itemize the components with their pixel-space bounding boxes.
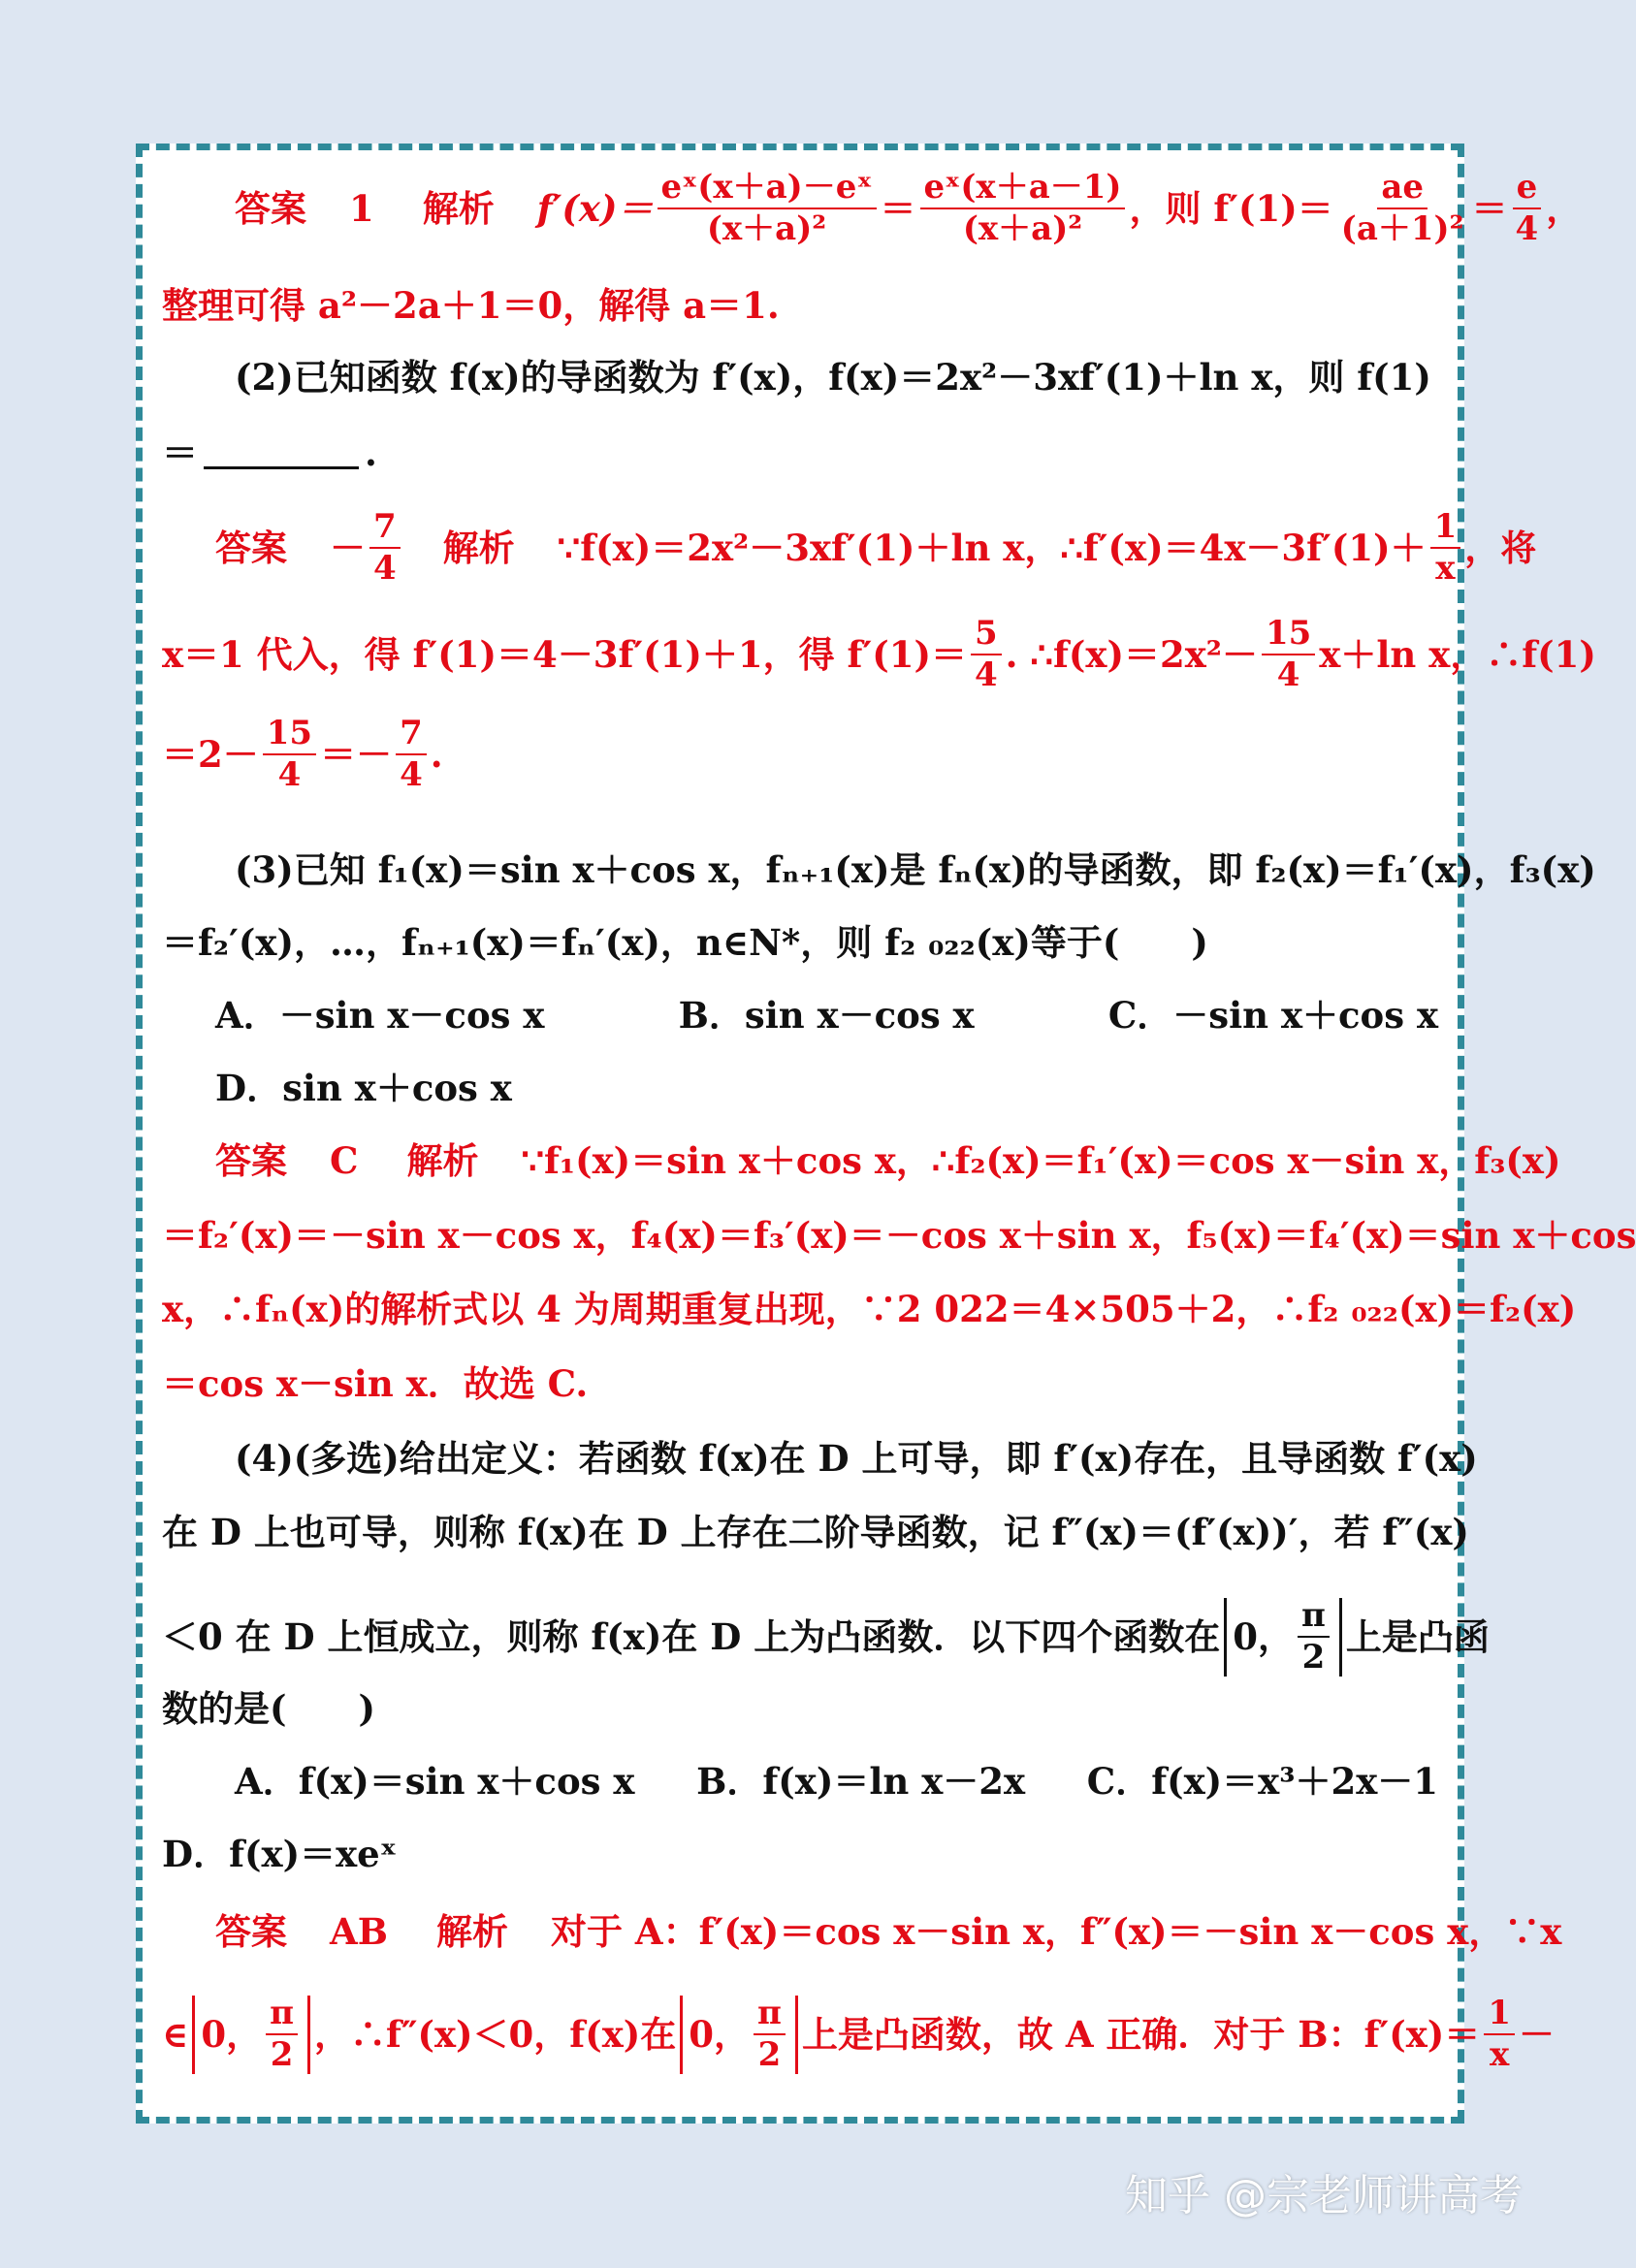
answer3-line2: ＝f₂′(x)＝－sin x－cos x，f₄(x)＝f₃′(x)＝－cos x＋sin x，f₅(x)＝f₄′(x)＝sin x＋cos <box>162 1214 1636 1257</box>
answer1-eq: ＝ <box>880 187 916 231</box>
answer4-l2-b: ，∴f″(x)＜0，f(x)在 <box>314 2013 677 2057</box>
answer1-tag: 答案 <box>235 187 306 231</box>
q4-l3-b: 上是凸函 <box>1345 1615 1490 1659</box>
answer2-l2-c: x＋ln x，∴f(1) <box>1319 633 1596 677</box>
answer2-l1-frac: $\frac{1}{x}$ <box>1430 509 1461 588</box>
answer2-l3-c: . <box>430 733 443 777</box>
answer1-expr-a: f′(x)＝ <box>536 187 654 231</box>
answer2-tag: 答案 <box>215 527 287 570</box>
answer4-interval2: 0， $\frac{\pi}{2}$ <box>680 1996 798 2074</box>
question2-period: . <box>365 431 377 474</box>
answer2-l2-frac1: $\frac{5}{4}$ <box>971 616 1002 694</box>
answer1-line2: 整理可得 a²－2a＋1＝0，解得 a＝1. <box>162 284 780 327</box>
q4-option-b[interactable]: B．f(x)＝ln x－2x <box>696 1760 1026 1803</box>
answer1-frac4: $\frac{e}{4}$ <box>1512 170 1543 248</box>
q4-interval: 0， $\frac{\pi}{2}$ <box>1224 1598 1342 1677</box>
answer4-l2-d: － <box>1518 2013 1555 2057</box>
answer4-l1: 对于 A：f′(x)＝cos x－sin x，f″(x)＝－sin x－cos x，∵x <box>550 1910 1562 1953</box>
answer2-line2 <box>162 614 1596 695</box>
worksheet-frame <box>136 144 1636 2124</box>
answer2-l2-a: x＝1 代入，得 f′(1)＝4－3f′(1)＋1，得 f′(1)＝ <box>162 633 967 677</box>
answer3-tag: 答案 <box>215 1139 287 1182</box>
answer2-l3-b: ＝－ <box>320 733 393 777</box>
answer4-l2-c: 上是凸函数，故 A 正确．对于 B：f′(x)＝ <box>801 2013 1481 2057</box>
answer1-line1 <box>162 168 1583 249</box>
answer3-line4: ＝cos x－sin x．故选 C. <box>162 1362 589 1405</box>
answer2-line3 <box>162 716 1438 794</box>
answer4-value: AB <box>330 1910 388 1953</box>
question2-line2 <box>162 431 1438 474</box>
q3-option-a[interactable]: A．－sin x－cos x <box>215 994 545 1037</box>
question3-line2: ＝f₂′(x)，…，fₙ₊₁(x)＝fₙ′(x)，n∈N*，则 f₂ ₀₂₂(x)等于( ) <box>162 921 1208 964</box>
q3-option-c[interactable]: C．－sin x＋cos x <box>1107 994 1438 1037</box>
answer2-l3-a: ＝2－ <box>162 733 259 777</box>
question4-line1: (4)(多选)给出定义：若函数 f(x)在 D 上可导，即 f′(x)存在，且导函数 f′(x) <box>235 1437 1478 1480</box>
answer4-line1 <box>215 1910 1562 1953</box>
answer2-l1-end: ，将 <box>1464 527 1537 570</box>
answer3-line1 <box>215 1139 1561 1182</box>
q4-option-c[interactable]: C．f(x)＝x³＋2x－1 <box>1086 1760 1438 1803</box>
answer3-value: C <box>330 1139 359 1182</box>
q3-option-d[interactable]: D．sin x＋cos x <box>215 1067 512 1109</box>
answer2-l2-frac2: $\frac{15}{4}$ <box>1262 616 1315 694</box>
question2-line1: (2)已知函数 f(x)的导函数为 f′(x)，f(x)＝2x²－3xf′(1)＋ln x，则 f(1) <box>235 356 1431 399</box>
answer2-l3-frac1: $\frac{15}{4}$ <box>263 716 316 794</box>
answer1-eq2: ＝ <box>1471 187 1508 231</box>
question2-eq: ＝ <box>162 431 198 474</box>
analysis1-tag: 解析 <box>422 187 495 231</box>
question4-options <box>235 1760 1438 1803</box>
answer4-l2-a: ∈ <box>162 2013 189 2057</box>
question3-options <box>215 994 1438 1037</box>
analysis2-tag: 解析 <box>442 527 515 570</box>
answer2-l1-text: ∵f(x)＝2x²－3xf′(1)＋ln x，∴f′(x)＝4x－3f′(1)＋ <box>557 527 1427 570</box>
question4-line2: 在 D 上也可导，则称 f(x)在 D 上存在二阶导函数，记 f″(x)＝(f′(x))′，若 f″(x) <box>162 1511 1469 1553</box>
answer4-interval1: 0， $\frac{\pi}{2}$ <box>192 1996 310 2074</box>
answer1-value: 1 <box>349 187 374 231</box>
answer4-line2 <box>162 1994 1555 2075</box>
answer3-line3: x，∴fₙ(x)的解析式以 4 为周期重复出现，∵2 022＝4×505＋2，∴f₂ ₀₂₂(x)＝f₂(x) <box>162 1288 1577 1330</box>
answer-blank[interactable] <box>204 437 359 469</box>
answer2-sign: － <box>330 527 366 570</box>
q4-option-d[interactable]: D．f(x)＝xeˣ <box>162 1833 398 1875</box>
answer3-l1: ∵f₁(x)＝sin x＋cos x，∴f₂(x)＝f₁′(x)＝cos x－sin x，f₃(x) <box>521 1139 1561 1182</box>
question4-line4: 数的是( ) <box>162 1687 376 1730</box>
answer2-l3-frac2: $\frac{7}{4}$ <box>396 716 427 794</box>
answer1-frac2: $\frac{\text{eˣ(x＋a－1)}}{\text{(x＋a)²}}$ <box>920 170 1126 248</box>
answer4-l2-frac: $\frac{1}{x}$ <box>1484 1996 1515 2074</box>
answer1-end: ， <box>1546 187 1583 231</box>
answer1-frac3: $\frac{ae}{\text{(a＋1)²}}$ <box>1340 168 1464 249</box>
answer1-frac1: $\frac{\text{eˣ(x＋a)－eˣ}}{\text{(x＋a)²}}$ <box>658 170 877 248</box>
answer2-value: $\frac{7}{4}$ <box>369 509 401 588</box>
answer2-l2-b: . ∴f(x)＝2x²－ <box>1005 633 1258 677</box>
q3-option-b[interactable]: B．sin x－cos x <box>678 994 975 1037</box>
answer1-mid: ，则 f′(1)＝ <box>1129 187 1333 231</box>
analysis4-tag: 解析 <box>435 1910 508 1953</box>
q4-option-a[interactable]: A．f(x)＝sin x＋cos x <box>235 1760 635 1803</box>
answer4-tag: 答案 <box>215 1910 287 1953</box>
answer2-line1 <box>215 507 1537 589</box>
analysis3-tag: 解析 <box>406 1139 479 1182</box>
question4-line3 <box>162 1596 1490 1677</box>
zhihu-watermark: 知乎 @宗老师讲高考 <box>1125 2171 1523 2220</box>
q4-l3-a: ＜0 在 D 上恒成立，则称 f(x)在 D 上为凸函数．以下四个函数在 <box>162 1615 1221 1659</box>
question3-line1: (3)已知 f₁(x)＝sin x＋cos x，fₙ₊₁(x)是 fₙ(x)的导函数，即 f₂(x)＝f₁′(x)，f₃(x) <box>235 848 1596 891</box>
